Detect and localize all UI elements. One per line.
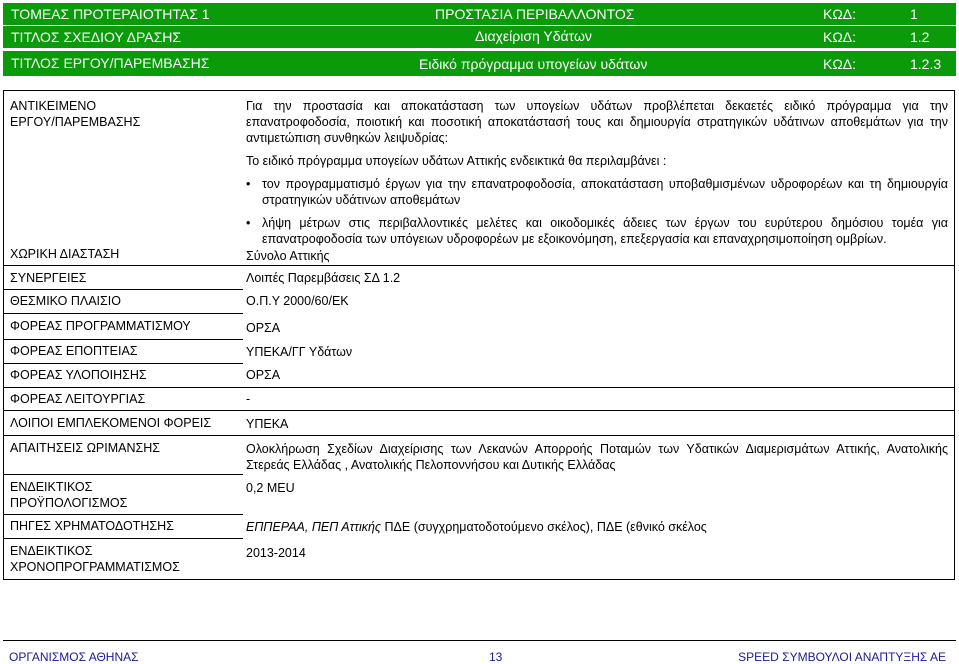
- divider: [3, 387, 955, 388]
- implementation-label: ΦΟΡΕΑΣ ΥΛΟΠΟΙΗΣΗΣ: [10, 368, 147, 382]
- page-footer: [3, 640, 956, 663]
- funding-programs: ΕΠΠΕΡΑΑ, ΠΕΠ Αττικής: [246, 520, 382, 534]
- object-intro: Το ειδικό πρόγραμμα υπογείων υδάτων Αττικής ενδεικτικά θα περιλαμβάνει :: [246, 154, 667, 168]
- divider: [3, 538, 243, 539]
- divider: [3, 339, 243, 340]
- divider: [3, 289, 243, 290]
- maturity-label: ΑΠΑΙΤΗΣΕΙΣ ΩΡΙΜΑΝΣΗΣ: [10, 441, 160, 455]
- list-item: • λήψη μέτρων στις περιβαλλοντικές μελέτες και οικοδομικές άδειες των έργων του ευρύτερου δημόσιου τομέα για επανατροφοδοσία των υπόγειων υδροφορέων με εξοικονόμηση, επεξεργασία και επαναχρησιμοποίηση ομβρίων.: [246, 216, 948, 246]
- divider: [3, 474, 243, 475]
- maturity-value: Ολοκλήρωση Σχεδίων Διαχείρισης των Λεκανών Απορροής Ποταμών των Υδατικών Διαμερισμάτων Αττικής, Ανατολικής Στερεάς Ελλάδας , Ανατολικής Πελοποννήσου και Δυτικής Ελλάδας: [246, 442, 948, 472]
- header-row-sector: [3, 3, 956, 26]
- institutional-label: ΘΕΣΜΙΚΟ ΠΛΑΙΣΙΟ: [10, 294, 121, 308]
- operation-value: -: [246, 392, 251, 406]
- object-bullet-list: [246, 176, 948, 247]
- funding-label: ΠΗΓΕΣ ΧΡΗΜΑΤΟΔΟΤΗΣΗΣ: [10, 519, 174, 533]
- object-text: Για την προστασία και αποκατάσταση των υπογείων υδάτων προβλέπεται δεκαετές ειδικό πρόγραμμα για την επανατροφοδοσία, ποιοτική και ποσοτική αποκατάστασή τους και δημιουργία στρατηγικών υδάτινων αποθεμάτων για την αντιμετώπιση συνθηκών λειψυδρίας:: [246, 99, 948, 145]
- planning-label: ΦΟΡΕΑΣ ΠΡΟΓΡΑΜΜΑΤΙΣΜΟΥ: [10, 319, 191, 333]
- funding-rest: ΠΔΕ (συγχρηματοδοτούμενο σκέλος), ΠΔΕ (εθνικό σκέλος: [381, 520, 707, 534]
- divider: [3, 363, 243, 364]
- sector-code: 1: [910, 6, 918, 22]
- project-label: ΤΙΤΛΟΣ ΕΡΓΟΥ/ΠΑΡΕΜΒΑΣΗΣ: [11, 55, 210, 71]
- synergies-label: ΣΥΝΕΡΓΕΙΕΣ: [10, 271, 87, 285]
- divider: [3, 435, 955, 436]
- supervision-label: ΦΟΡΕΑΣ ΕΠΟΠΤΕΙΑΣ: [10, 344, 138, 358]
- other-agencies-label: ΛΟΙΠΟΙ ΕΜΠΛΕΚΟΜΕΝΟΙ ΦΟΡΕΙΣ: [10, 416, 212, 430]
- divider: [3, 410, 955, 411]
- action-plan-code: 1.2: [910, 29, 930, 45]
- spatial-label: ΧΩΡΙΚΗ ΔΙΑΣΤΑΣΗ: [10, 247, 120, 261]
- project-title: Ειδικό πρόγραμμα υπογείων υδάτων: [419, 56, 648, 72]
- header-row-action-plan: [3, 26, 956, 49]
- bullet-icon: •: [246, 216, 251, 230]
- sector-code-label: ΚΩΔ:: [823, 6, 857, 22]
- header-row-project: [3, 51, 956, 77]
- page-number: 13: [489, 650, 503, 664]
- other-agencies-value: ΥΠΕΚΑ: [246, 417, 289, 431]
- schedule-value: 2013-2014: [246, 546, 306, 560]
- action-plan-title: Διαχείριση Υδάτων: [475, 28, 592, 44]
- budget-value: 0,2 MEU: [246, 481, 295, 495]
- operation-label: ΦΟΡΕΑΣ ΛΕΙΤΟΥΡΓΙΑΣ: [10, 392, 146, 406]
- divider: [3, 514, 243, 515]
- action-plan-label: ΤΙΤΛΟΣ ΣΧΕΔΙΟΥ ΔΡΑΣΗΣ: [11, 29, 182, 45]
- sector-label: ΤΟΜΕΑΣ ΠΡΟΤΕΡΑΙΟΤΗΤΑΣ 1: [11, 6, 210, 22]
- action-plan-code-label: ΚΩΔ:: [823, 29, 857, 45]
- divider: [3, 313, 243, 314]
- institutional-value: Ο.Π.Υ 2000/60/ΕΚ: [246, 294, 349, 308]
- project-code-label: ΚΩΔ:: [823, 56, 857, 72]
- funding-value: [246, 519, 707, 535]
- implementation-value: ΟΡΣΑ: [246, 368, 281, 382]
- object-label-2: ΕΡΓΟΥ/ΠΑΡΕΜΒΑΣΗΣ: [10, 115, 141, 129]
- project-code: 1.2.3: [910, 56, 942, 72]
- planning-value: ΟΡΣΑ: [246, 321, 281, 335]
- supervision-value: ΥΠΕΚΑ/ΓΓ Υδάτων: [246, 345, 353, 359]
- schedule-label-1: ΕΝΔΕΙΚΤΙΚΟΣ: [10, 544, 93, 558]
- budget-label-2: ΠΡΟΫΠΟΛΟΓΙΣΜΟΣ: [10, 496, 128, 510]
- budget-label-1: ΕΝΔΕΙΚΤΙΚΟΣ: [10, 480, 93, 494]
- spatial-value: Σύνολο Αττικής: [246, 249, 330, 263]
- bullet-icon: •: [246, 177, 251, 191]
- divider: [3, 265, 955, 266]
- footer-organization: ΟΡΓΑΝΙΣΜΟΣ ΑΘΗΝΑΣ: [9, 650, 139, 664]
- list-item: • τον προγραμματισμό έργων για την επανατροφοδοσία, αποκατάσταση υποβαθμισμένων υδροφορέων και τη δημιουργία στρατηγικών υδάτινων αποθεμάτων: [246, 177, 948, 207]
- schedule-label-2: ΧΡΟΝΟΠΡΟΓΡΑΜΜΑΤΙΣΜΟΣ: [10, 560, 180, 574]
- object-description: [246, 98, 948, 247]
- synergies-value: Λοιπές Παρεμβάσεις ΣΔ 1.2: [246, 271, 401, 285]
- object-label-1: ΑΝΤΙΚΕΙΜΕΝΟ: [10, 99, 97, 113]
- sector-title: ΠΡΟΣΤΑΣΙΑ ΠΕΡΙΒΑΛΛΟΝΤΟΣ: [435, 6, 635, 22]
- footer-consultant: SPEED ΣΥΜΒΟΥΛΟΙ ΑΝΑΠΤΥΞΗΣ ΑΕ: [738, 650, 946, 664]
